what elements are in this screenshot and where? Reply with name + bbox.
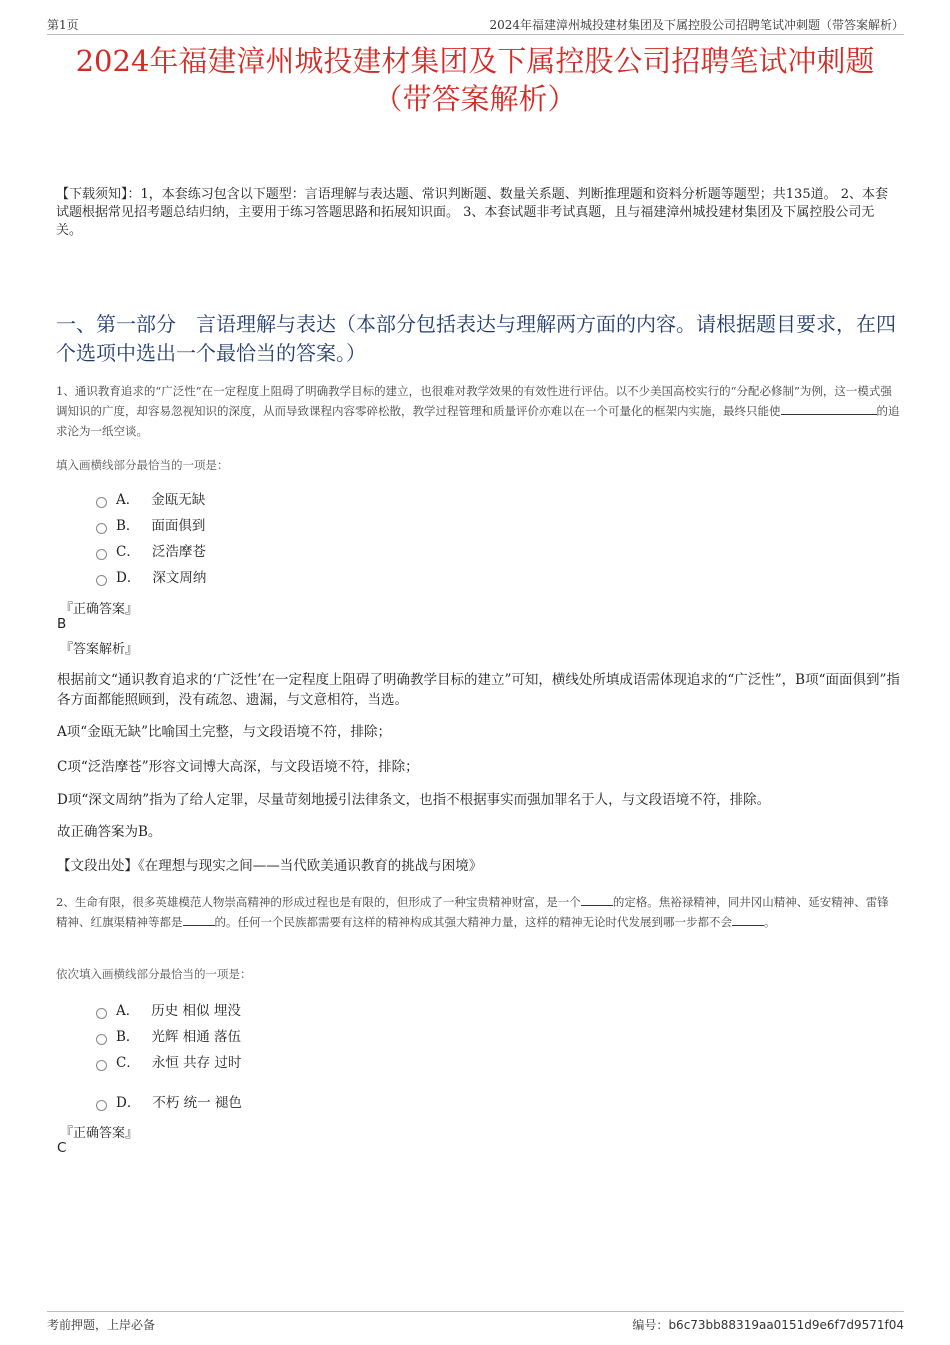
question-2-text	[56, 892, 900, 932]
question-2-option-c[interactable]	[96, 1053, 241, 1073]
option-letter: D．	[116, 1095, 141, 1111]
page-footer	[47, 1311, 904, 1342]
analysis-paragraph: D项“深文周纳”指为了给人定罪，尽量苛刻地援引法律条文，也指不根据事实而强加罪名于人，与文段语境不符，排除。	[57, 792, 771, 808]
question-1-option-b[interactable]	[96, 516, 205, 536]
analysis-paragraph: C项“泛浩摩苍”形容文词博大高深，与文段语境不符，排除；	[57, 759, 419, 775]
question-1-text-after: 的追求沦为一纸空谈。	[56, 404, 900, 438]
page-header	[47, 14, 904, 35]
option-text: 不朽 统一 褪色	[152, 1095, 242, 1111]
title-line-1: 2024年福建漳州城投建材集团及下属控股公司招聘笔试冲刺题	[75, 44, 875, 78]
question-2-option-d[interactable]	[96, 1093, 242, 1113]
radio-icon[interactable]	[96, 549, 107, 560]
title-line-2: （带答案解析）	[373, 82, 577, 116]
question-1-option-c[interactable]	[96, 542, 206, 562]
footer-code	[632, 1316, 904, 1333]
option-text: 泛浩摩苍	[151, 544, 206, 560]
option-text: 金瓯无缺	[151, 492, 206, 508]
option-text: 深文周纳	[152, 570, 207, 586]
radio-icon[interactable]	[96, 497, 107, 508]
question-2-text-part: 。	[764, 915, 776, 929]
question-1-prompt: 填入画横线部分最恰当的一项是：	[56, 458, 229, 472]
question-2-text-part: 的定格。焦裕禄精神，同井冈山精神、延安精神、雷锋精神、红旗渠精神等都是	[56, 895, 889, 929]
question-2-blank	[732, 913, 764, 926]
analysis-paragraph: A项“金瓯无缺”比喻国土完整，与文段语境不符，排除；	[57, 724, 392, 740]
footer-code-value: b6c73bb88319aa0151d9e6f7d9571f04	[668, 1318, 904, 1332]
question-2-answer: C	[57, 1140, 67, 1156]
question-2-blank	[581, 893, 613, 906]
question-1-text-before: 1、通识教育追求的“广泛性”在一定程度上阻碍了明确教学目标的建立，也很难对教学效果的有效性进行评估。以不少美国高校实行的“分配必修制”为例，这一模式强调知识的广度，却容易忽视知识的深度，从而导致课程内容零碎松散，教学过程管理和质量评价亦难以在一个可量化的框架内实施，最终只能使	[56, 384, 892, 418]
question-2-option-b[interactable]	[96, 1027, 241, 1047]
radio-icon[interactable]	[96, 1100, 107, 1111]
option-letter: B．	[116, 518, 140, 534]
question-1-analysis-label: 『答案解析』	[60, 642, 139, 657]
question-1-answer-label: 『正确答案』	[60, 602, 139, 617]
radio-icon[interactable]	[96, 575, 107, 586]
option-letter: C．	[116, 544, 140, 560]
question-2-blank	[183, 913, 215, 926]
source-citation: 【文段出处】《在理想与现实之间——当代欧美通识教育的挑战与困境》	[57, 858, 483, 874]
download-notice: 【下载须知】：1，本套练习包含以下题型：言语理解与表达题、常识判断题、数量关系题、判断推理题和资料分析题等题型；共135道。 2、本套试题根据常见招考题总结归纳，主要用于练习答题思路和拓展知识面。 3、本套试题非考试真题，且与福建漳州城投建材集团及下属控股公司无关。	[56, 187, 888, 238]
question-1-option-a[interactable]	[96, 490, 205, 510]
question-2-prompt: 依次填入画横线部分最恰当的一项是：	[56, 967, 252, 981]
question-2-text-part: 的。任何一个民族都需要有这样的精神构成其强大精神力量，这样的精神无论时代发展到哪一步都不会	[214, 915, 732, 929]
footer-code-label: 编号：	[632, 1318, 669, 1332]
option-text: 永恒 共存 过时	[151, 1055, 242, 1071]
analysis-paragraph: 故正确答案为B。	[57, 824, 162, 840]
option-letter: D．	[116, 570, 141, 586]
page-number: 第1页	[47, 18, 79, 32]
analysis-paragraph: 根据前文“通识教育追求的‘广泛性’在一定程度上阻碍了明确教学目标的建立”可知，横线处所填成语需体现追求的“广泛性”，B项“面面俱到”指各方面都能照顾到，没有疏忽、遗漏，与文意相符，当选。	[57, 672, 900, 708]
section-heading: 一、第一部分 言语理解与表达（本部分包括表达与理解两方面的内容。请根据题目要求，在四个选项中选出一个最恰当的答案。）	[56, 312, 896, 365]
radio-icon[interactable]	[96, 523, 107, 534]
option-letter: C．	[116, 1055, 140, 1071]
document-title	[0, 42, 950, 118]
header-doc-title: 2024年福建漳州城投建材集团及下属控股公司招聘笔试冲刺题（带答案解析）	[489, 18, 904, 32]
radio-icon[interactable]	[96, 1008, 107, 1019]
option-letter: A．	[116, 492, 140, 508]
option-letter: B．	[116, 1029, 140, 1045]
option-text: 面面俱到	[151, 518, 206, 534]
option-text: 光辉 相通 落伍	[151, 1029, 242, 1045]
radio-icon[interactable]	[96, 1060, 107, 1071]
radio-icon[interactable]	[96, 1034, 107, 1045]
question-2-answer-label: 『正确答案』	[60, 1126, 139, 1141]
question-1-option-d[interactable]	[96, 568, 206, 588]
question-1-answer: B	[57, 616, 67, 632]
option-letter: A．	[116, 1003, 140, 1019]
question-2-text-part: 2、生命有限，很多英雄模范人物崇高精神的形成过程也是有限的，但形成了一种宝贵精神财富，是一个	[56, 895, 581, 909]
option-text: 历史 相似 埋没	[151, 1003, 241, 1019]
question-1-text	[56, 381, 900, 441]
question-2-option-a[interactable]	[96, 1001, 241, 1021]
question-1-blank	[781, 402, 877, 415]
footer-slogan: 考前押题，上岸必备	[47, 1318, 156, 1332]
